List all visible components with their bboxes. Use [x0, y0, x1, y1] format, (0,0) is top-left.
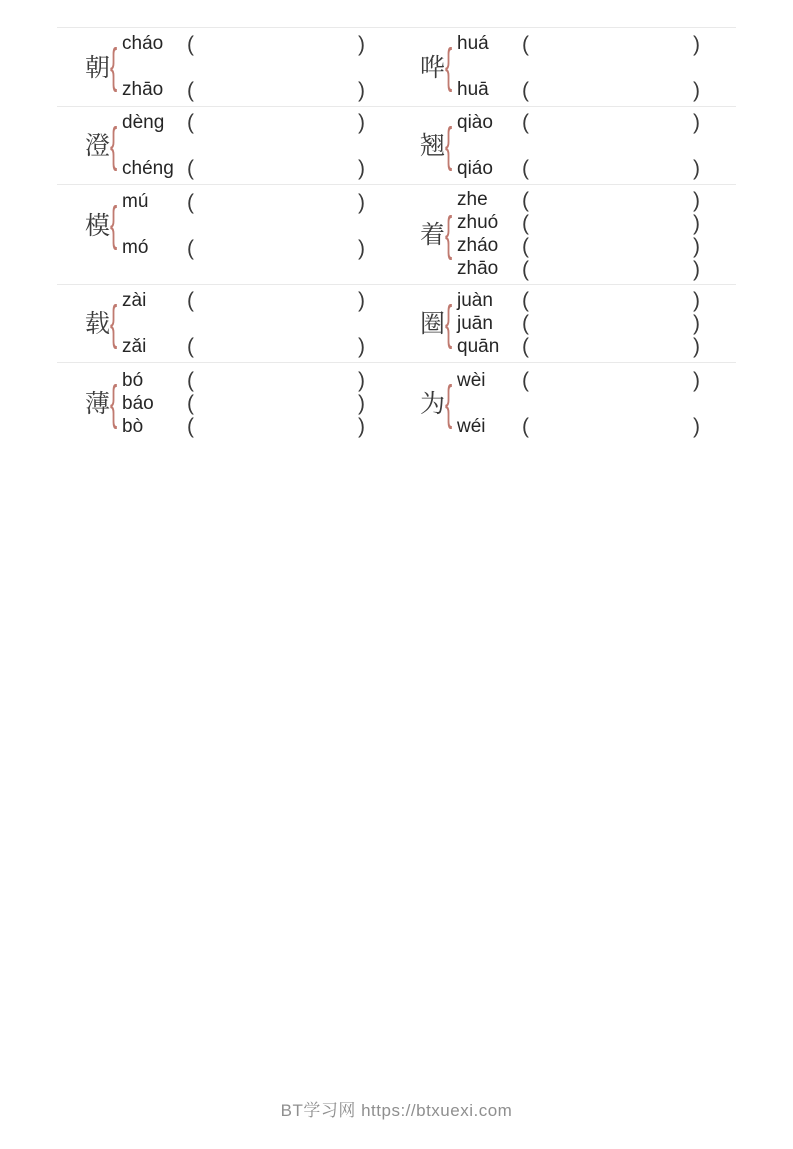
pinyin-label: huá	[457, 33, 489, 54]
char-block	[420, 40, 457, 93]
brace-icon: {	[110, 198, 118, 251]
reading-line	[122, 33, 365, 55]
hanzi-character: 着	[420, 220, 446, 249]
brace-icon: {	[110, 118, 118, 172]
close-paren: )	[693, 32, 700, 56]
reading-line	[457, 258, 700, 281]
char-block	[420, 296, 457, 350]
reading-line	[122, 415, 365, 438]
answer-blank	[522, 290, 700, 311]
open-paren: (	[522, 78, 529, 102]
reading-line	[457, 335, 700, 358]
reading-line	[457, 158, 700, 180]
brace-icon: {	[445, 296, 453, 350]
brace-icon: {	[445, 207, 453, 261]
reading-line	[122, 237, 365, 259]
pinyin-label: quān	[457, 335, 500, 357]
reading-line	[457, 112, 700, 134]
reading-line	[457, 189, 700, 212]
reading-line	[457, 312, 700, 335]
open-paren: (	[522, 312, 529, 335]
pinyin-label: zháo	[457, 235, 499, 256]
close-paren: )	[358, 157, 365, 180]
answer-blank	[522, 80, 700, 101]
worksheet	[57, 27, 736, 444]
close-paren: )	[693, 234, 700, 258]
pinyin-label: qiào	[457, 111, 493, 133]
close-paren: )	[693, 157, 700, 180]
pinyin-label: zhe	[457, 189, 488, 210]
pinyin-label: qiáo	[457, 157, 493, 179]
polyphone-entry-hua	[420, 33, 736, 101]
close-paren: )	[693, 335, 700, 358]
reading-line	[122, 158, 365, 180]
polyphone-entry-quan	[420, 289, 736, 358]
brace-icon: {	[445, 118, 453, 172]
reading-line	[122, 112, 365, 134]
answer-blank	[187, 34, 365, 55]
hanzi-character: 载	[85, 309, 111, 338]
hanzi-character: 圈	[420, 309, 446, 338]
reading-line	[457, 79, 700, 101]
pinyin-label: zhuó	[457, 212, 499, 233]
close-paren: )	[693, 289, 700, 312]
polyphone-entry-chao	[85, 33, 420, 101]
reading-line	[457, 33, 700, 55]
open-paren: (	[522, 415, 529, 438]
char-block	[420, 376, 457, 430]
pinyin-label: zài	[122, 289, 147, 311]
close-paren: )	[358, 289, 365, 312]
close-paren: )	[693, 188, 700, 212]
char-block	[420, 207, 457, 261]
close-paren: )	[358, 78, 365, 102]
answer-blank	[187, 238, 365, 259]
close-paren: )	[358, 392, 365, 415]
answer-blank	[187, 336, 365, 357]
char-block	[85, 198, 122, 251]
hanzi-character: 模	[85, 210, 111, 240]
reading-line	[122, 79, 365, 101]
open-paren: (	[187, 289, 194, 312]
worksheet-row	[57, 284, 736, 362]
polyphone-entry-cheng	[85, 112, 420, 180]
polyphone-entry-bo	[85, 369, 420, 438]
answer-blank	[187, 370, 365, 391]
hanzi-character: 哗	[420, 52, 446, 82]
open-paren: (	[522, 111, 529, 134]
answer-blank	[522, 370, 700, 391]
close-paren: )	[358, 190, 365, 214]
reading-line	[122, 392, 365, 415]
worksheet-row	[57, 184, 736, 284]
hanzi-character: 翘	[420, 131, 446, 160]
pinyin-label: cháo	[122, 33, 164, 54]
answer-blank	[522, 112, 700, 133]
polyphone-entry-wei	[420, 370, 736, 438]
open-paren: (	[187, 190, 194, 214]
char-block	[85, 376, 122, 430]
answer-blank	[187, 158, 365, 179]
open-paren: (	[522, 369, 529, 392]
open-paren: (	[187, 335, 194, 358]
reading-line	[457, 212, 700, 235]
polyphone-entry-zhe	[420, 189, 736, 281]
polyphone-entry-mo	[85, 191, 420, 259]
open-paren: (	[522, 188, 529, 212]
pinyin-label: bó	[122, 369, 144, 391]
answer-blank	[522, 236, 700, 257]
hanzi-character: 朝	[85, 52, 111, 82]
answer-blank	[522, 34, 700, 55]
answer-blank	[522, 336, 700, 357]
open-paren: (	[522, 335, 529, 358]
answer-blank	[522, 259, 700, 280]
char-block	[85, 296, 122, 350]
brace-icon: {	[110, 376, 118, 430]
answer-blank	[522, 158, 700, 179]
open-paren: (	[187, 369, 194, 392]
answer-blank	[522, 190, 700, 211]
close-paren: )	[693, 257, 700, 281]
close-paren: )	[358, 236, 365, 260]
open-paren: (	[522, 234, 529, 258]
close-paren: )	[358, 111, 365, 134]
close-paren: )	[693, 312, 700, 335]
pinyin-label: chéng	[122, 157, 174, 179]
close-paren: )	[693, 78, 700, 102]
worksheet-row	[57, 27, 736, 106]
answer-blank	[187, 393, 365, 414]
char-block	[85, 40, 122, 93]
close-paren: )	[693, 369, 700, 392]
open-paren: (	[522, 157, 529, 180]
brace-icon: {	[110, 296, 118, 350]
close-paren: )	[693, 415, 700, 438]
pinyin-label: mú	[122, 191, 149, 212]
open-paren: (	[187, 415, 194, 438]
reading-line	[457, 416, 700, 438]
close-paren: )	[693, 111, 700, 134]
close-paren: )	[358, 369, 365, 392]
open-paren: (	[522, 211, 529, 235]
pinyin-label: mó	[122, 237, 149, 258]
worksheet-row	[57, 106, 736, 184]
answer-blank	[522, 313, 700, 334]
open-paren: (	[187, 32, 194, 56]
close-paren: )	[693, 211, 700, 235]
pinyin-label: zhāo	[122, 79, 164, 100]
pinyin-label: juān	[457, 312, 493, 334]
open-paren: (	[522, 289, 529, 312]
answer-blank	[187, 80, 365, 101]
open-paren: (	[522, 257, 529, 281]
hanzi-character: 澄	[85, 131, 111, 160]
reading-line	[457, 289, 700, 312]
brace-icon: {	[445, 376, 453, 430]
pinyin-label: huā	[457, 79, 489, 100]
open-paren: (	[187, 78, 194, 102]
brace-icon: {	[445, 40, 453, 93]
pinyin-label: juàn	[457, 289, 493, 311]
close-paren: )	[358, 335, 365, 358]
hanzi-character: 为	[420, 389, 446, 418]
answer-blank	[187, 416, 365, 437]
answer-blank	[522, 213, 700, 234]
reading-line	[122, 191, 365, 213]
pinyin-label: zǎi	[122, 335, 147, 357]
pinyin-label: wèi	[457, 369, 486, 391]
pinyin-label: báo	[122, 392, 154, 414]
worksheet-row	[57, 362, 736, 444]
reading-line	[122, 336, 365, 358]
reading-line	[457, 235, 700, 258]
answer-blank	[187, 112, 365, 133]
pinyin-label: zhāo	[457, 258, 499, 279]
brace-icon: {	[110, 40, 118, 93]
reading-line	[122, 290, 365, 312]
close-paren: )	[358, 32, 365, 56]
pinyin-label: bò	[122, 415, 144, 437]
open-paren: (	[522, 32, 529, 56]
open-paren: (	[187, 157, 194, 180]
open-paren: (	[187, 111, 194, 134]
answer-blank	[187, 290, 365, 311]
answer-blank	[522, 416, 700, 437]
answer-blank	[187, 192, 365, 213]
open-paren: (	[187, 392, 194, 415]
polyphone-entry-zai	[85, 290, 420, 358]
polyphone-entry-qiao	[420, 112, 736, 180]
char-block	[85, 118, 122, 172]
hanzi-character: 薄	[85, 389, 111, 418]
pinyin-label: dèng	[122, 111, 165, 133]
close-paren: )	[358, 415, 365, 438]
pinyin-label: wéi	[457, 415, 486, 437]
reading-line	[122, 369, 365, 392]
open-paren: (	[187, 236, 194, 260]
char-block	[420, 118, 457, 172]
reading-line	[457, 370, 700, 392]
footer-watermark: BT学习网 https://btxuexi.com	[280, 1101, 513, 1120]
